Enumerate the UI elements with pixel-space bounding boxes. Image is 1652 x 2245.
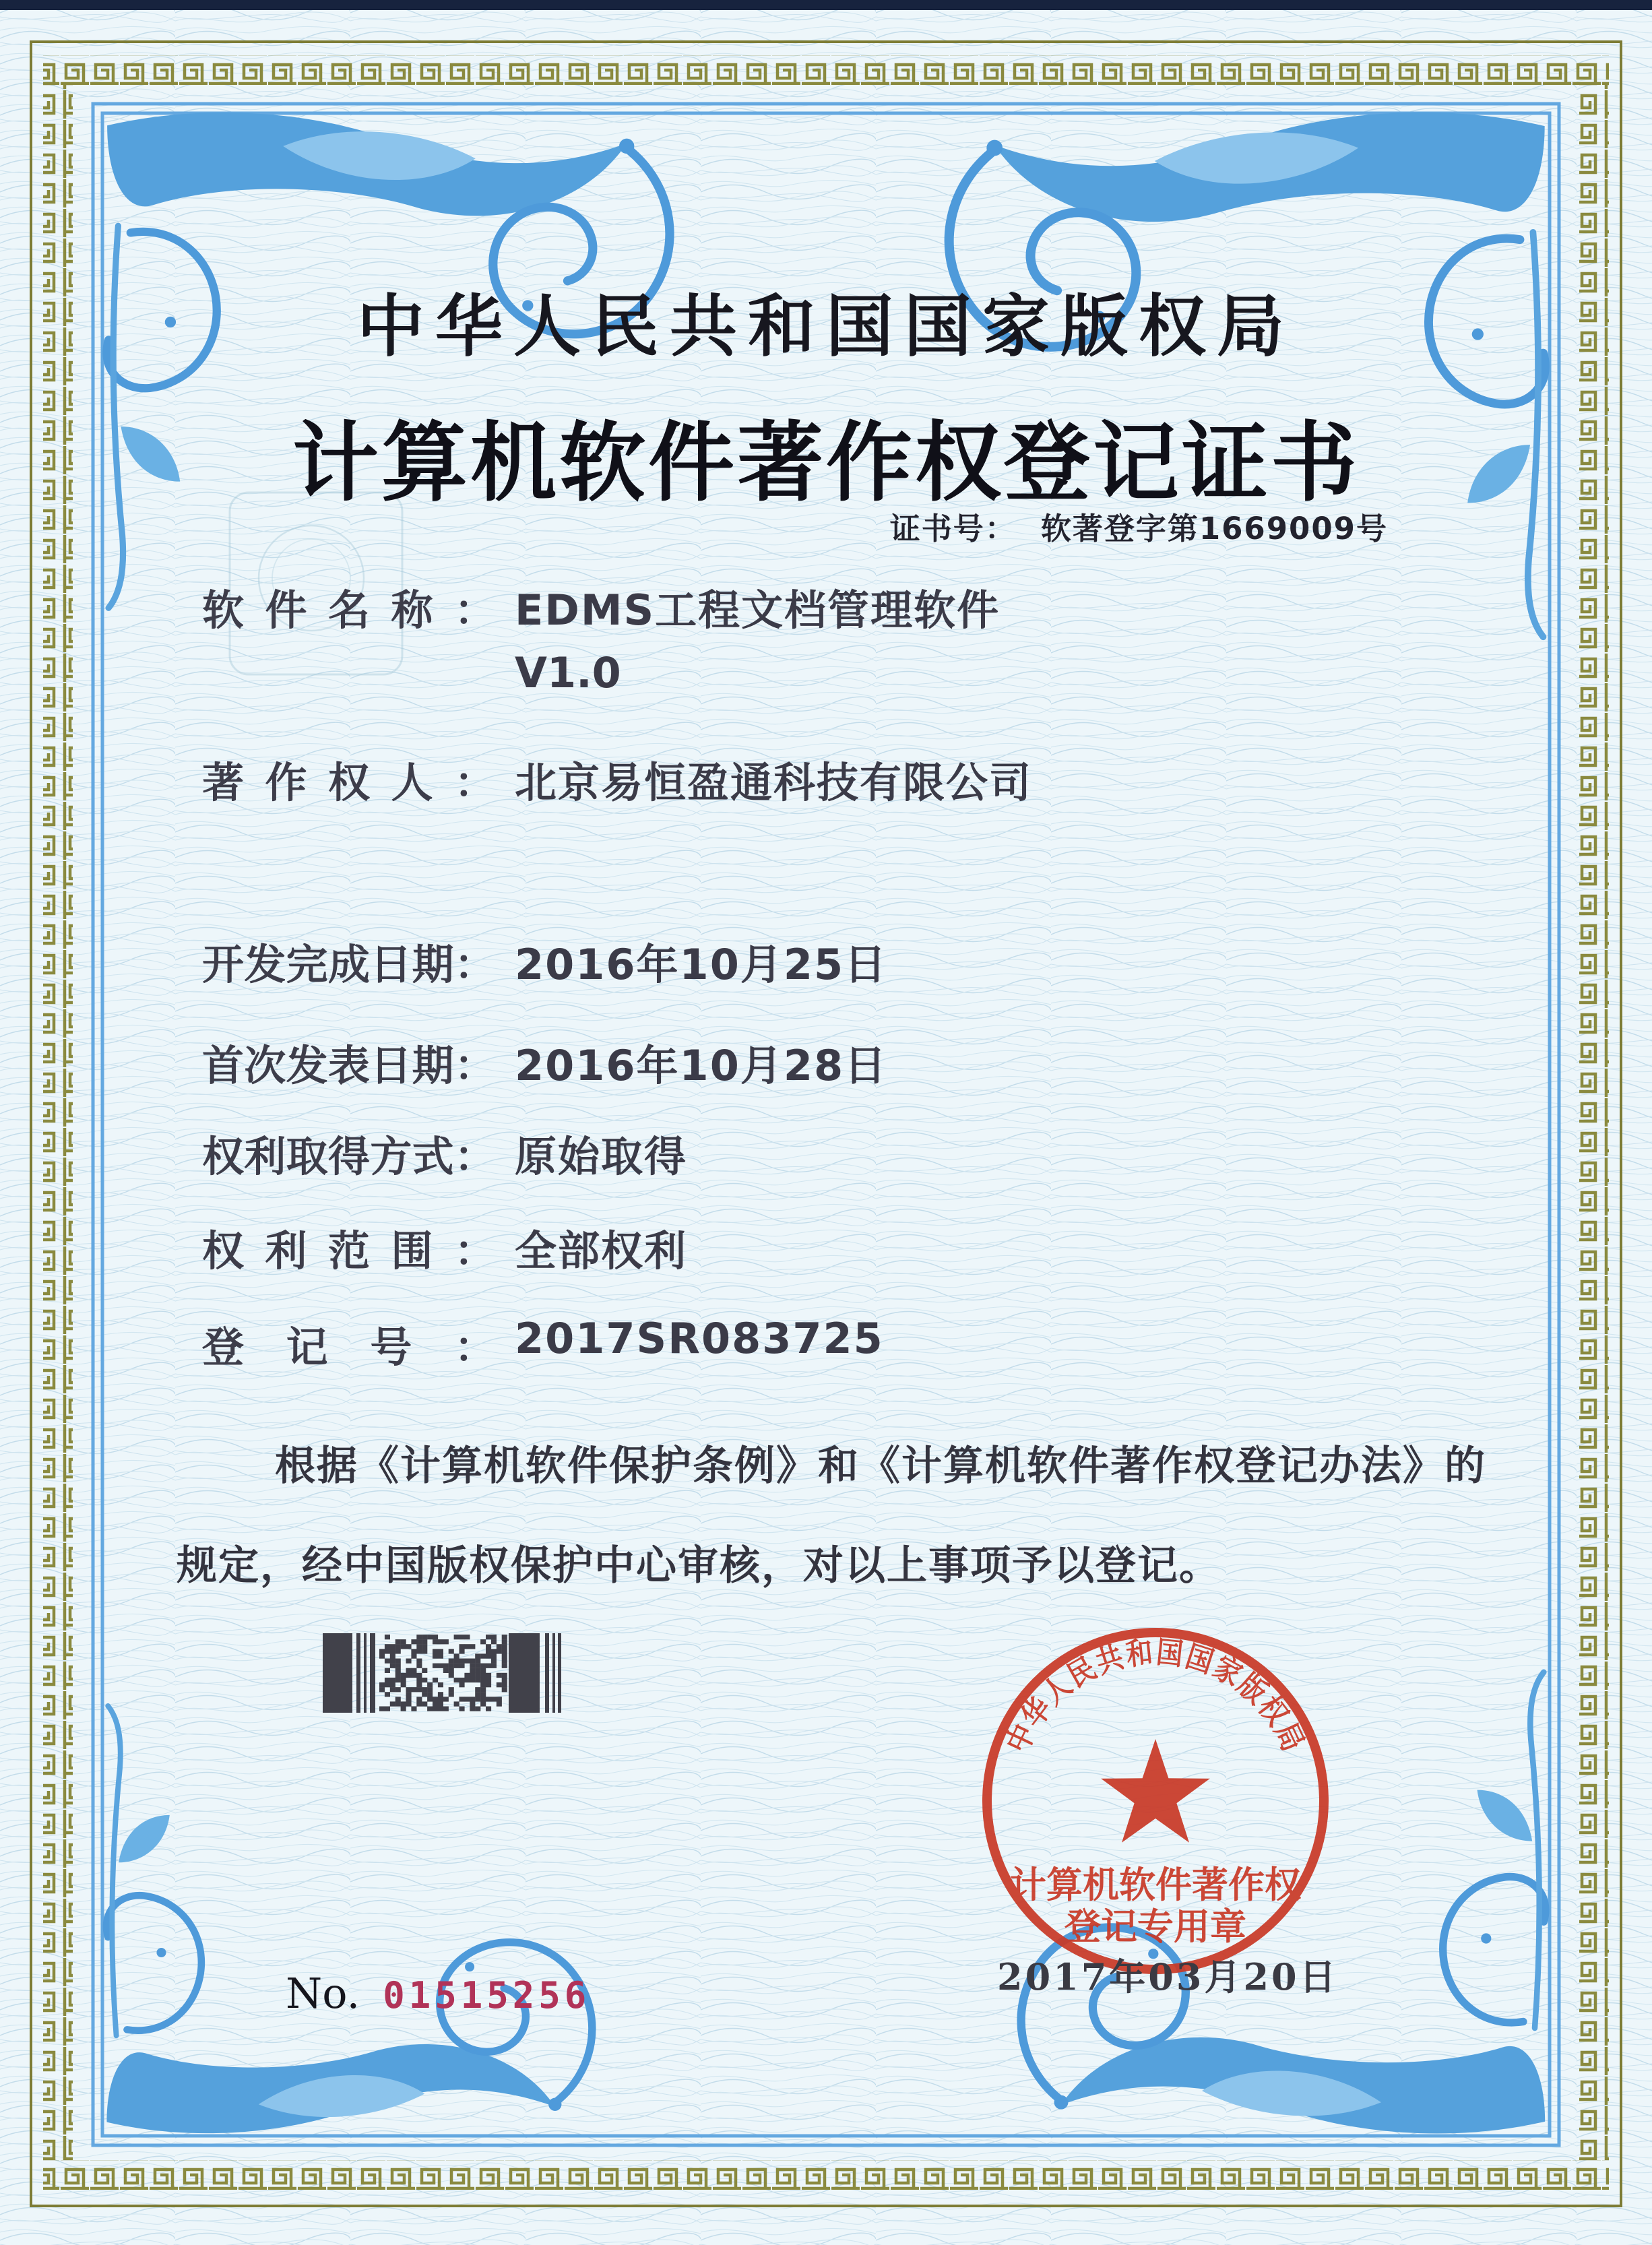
field-row-dev-complete-date — [202, 931, 887, 991]
field-row-rights-scope — [202, 1218, 687, 1277]
certificate-number-value: 软著登字第1669009号 — [1040, 511, 1388, 546]
seal-text-line1: 计算机软件著作权 — [1010, 1864, 1301, 1906]
certificate-number-label: 证书号： — [889, 511, 1017, 546]
certificate-number-line — [890, 504, 1388, 548]
seal-date: 2017年03月20日 — [997, 1955, 1339, 1998]
software-name-value: EDMS工程文档管理软件 — [515, 586, 1000, 635]
field-row-acquisition-method — [202, 1123, 687, 1183]
field-row-registration-number — [202, 1314, 884, 1374]
first-publish-date-value: 2016年10月28日 — [515, 1041, 888, 1090]
field-row-first-publish-date — [202, 1032, 887, 1092]
meander-border-top — [43, 55, 1609, 85]
software-name-label: 软 件 名 称 ： — [202, 586, 496, 635]
acquisition-method-value: 原始取得 — [515, 1132, 688, 1181]
rights-scope-label: 权 利 范 围 ： — [202, 1226, 496, 1275]
field-row-copyright-owner — [202, 749, 1032, 809]
flourish-bottom-left — [106, 1706, 592, 2133]
serial-number: 01515256 — [383, 1974, 591, 2017]
dev-complete-date-label: 开 发 完 成 日 期 ： — [202, 940, 496, 989]
authority-title: 中华人民共和国国家版权局 — [357, 286, 1295, 366]
certificate-title: 计算机软件著作权登记证书 — [292, 412, 1360, 513]
serial-label: No. — [286, 1969, 360, 2018]
serial-number-line — [286, 1969, 590, 2018]
official-seal — [977, 1622, 1334, 1980]
dev-complete-date-value: 2016年10月25日 — [515, 940, 888, 989]
meander-border-bottom — [43, 2160, 1609, 2190]
first-publish-date-label: 首 次 发 表 日 期 ： — [202, 1041, 496, 1090]
acquisition-method-label: 权 利 取 得 方 式 ： — [202, 1132, 496, 1181]
software-version-value: V1.0 — [515, 648, 621, 697]
registration-number-label: 登 记 号 ： — [202, 1323, 496, 1372]
registration-number-value: 2017SR083725 — [515, 1314, 884, 1363]
flourish-top-right — [949, 113, 1546, 637]
statement-line-1: 根据《计算机软件保护条例》和《计算机软件著作权登记办法》的 — [275, 1443, 1486, 1490]
copyright-owner-label: 著 作 权 人 ： — [202, 758, 496, 807]
rights-scope-value: 全部权利 — [515, 1226, 688, 1275]
barcode — [323, 1633, 561, 1713]
copyright-owner-value: 北京易恒盈通科技有限公司 — [515, 758, 1033, 807]
seal-arc-text: 中华人民共和国国家版权局 — [998, 1633, 1314, 1762]
statement-line-2: 规定，经中国版权保护中心审核，对以上事项予以登记。 — [177, 1542, 1221, 1589]
star-icon — [1101, 1739, 1210, 1843]
field-row-software-name — [202, 577, 1000, 637]
seal-text-line2: 登记专用章 — [1065, 1905, 1246, 1948]
